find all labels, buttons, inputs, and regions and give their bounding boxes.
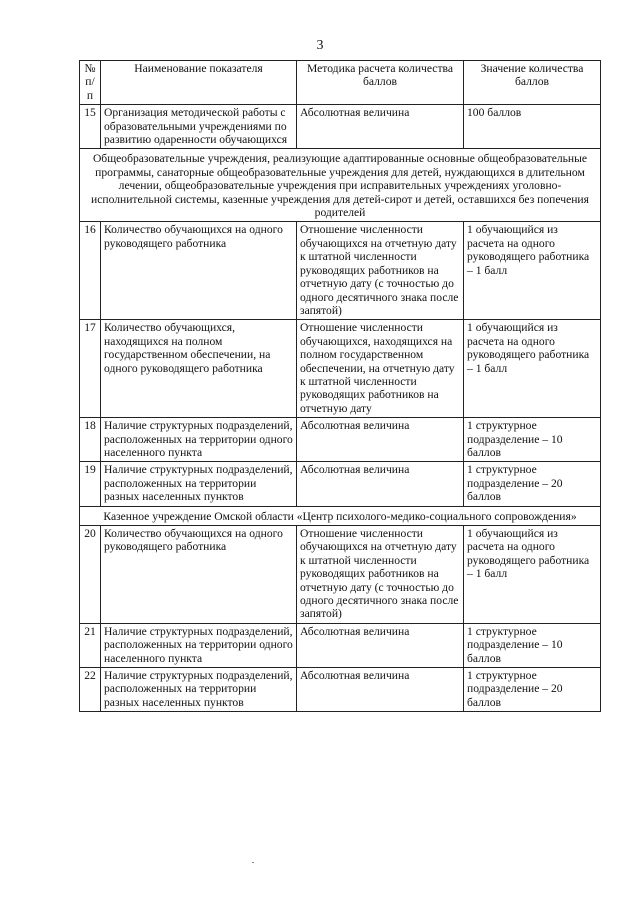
header-number: № п/п — [80, 61, 101, 105]
indicator-name: Наличие структурных подразделений, расположенных на территории одного населенного пункта — [101, 418, 297, 462]
row-number: 20 — [80, 526, 101, 624]
section-row — [80, 149, 601, 222]
table-row — [80, 105, 601, 149]
page-number: 3 — [316, 38, 324, 53]
header-calculation-method: Методика расчета количества баллов — [297, 61, 464, 105]
points-value: 100 баллов — [464, 105, 601, 149]
indicators-table — [79, 60, 601, 712]
row-number: 19 — [80, 462, 101, 506]
indicator-name: Наличие структурных подразделений, расположенных на территории разных населенных пунктов — [101, 668, 297, 712]
indicator-name: Количество обучающихся на одного руководящего работника — [101, 222, 297, 320]
section-row — [80, 506, 601, 525]
table-row — [80, 320, 601, 418]
indicator-name: Наличие структурных подразделений, расположенных на территории одного населенного пункта — [101, 623, 297, 667]
header-points-value: Значение количества баллов — [464, 61, 601, 105]
calculation-method: Абсолютная величина — [297, 462, 464, 506]
row-number: 15 — [80, 105, 101, 149]
table-row — [80, 526, 601, 624]
table-row — [80, 623, 601, 667]
row-number: 16 — [80, 222, 101, 320]
calculation-method: Абсолютная величина — [297, 418, 464, 462]
table-row — [80, 222, 601, 320]
indicator-name: Количество обучающихся, находящихся на полном государственном обеспечении, на одного руководящего работника — [101, 320, 297, 418]
table-body — [80, 105, 601, 712]
table-row — [80, 462, 601, 506]
points-value: 1 структурное подразделение – 20 баллов — [464, 462, 601, 506]
scan-dot — [252, 862, 254, 863]
calculation-method: Абсолютная величина — [297, 668, 464, 712]
points-value: 1 структурное подразделение – 20 баллов — [464, 668, 601, 712]
points-value: 1 обучающийся из расчета на одного руководящего работника – 1 балл — [464, 526, 601, 624]
calculation-method: Абсолютная величина — [297, 105, 464, 149]
points-value: 1 структурное подразделение – 10 баллов — [464, 623, 601, 667]
points-value: 1 обучающийся из расчета на одного руководящего работника – 1 балл — [464, 320, 601, 418]
points-value: 1 обучающийся из расчета на одного руководящего работника – 1 балл — [464, 222, 601, 320]
table-row — [80, 418, 601, 462]
calculation-method: Отношение численности обучающихся на отчетную дату к штатной численности руководящих работников на отчетную дату (с точностью до одного десятичного знака после запятой) — [297, 526, 464, 624]
calculation-method: Абсолютная величина — [297, 623, 464, 667]
calculation-method: Отношение численности обучающихся на отчетную дату к штатной численности руководящих работников на отчетную дату (с точностью до одного десятичного знака после запятой) — [297, 222, 464, 320]
indicator-name: Наличие структурных подразделений, расположенных на территории разных населенных пунктов — [101, 462, 297, 506]
row-number: 22 — [80, 668, 101, 712]
header-row — [80, 61, 601, 105]
row-number: 21 — [80, 623, 101, 667]
points-value: 1 структурное подразделение – 10 баллов — [464, 418, 601, 462]
row-number: 17 — [80, 320, 101, 418]
header-indicator-name: Наименование показателя — [101, 61, 297, 105]
section-heading: Общеобразовательные учреждения, реализующие адаптированные основные общеобразовательные программы, санаторные общеобразовательные учреждения для детей, нуждающихся в длительном лечении, общеобразовательные учреждения при исправительных учреждениях уголовно-исполнительной системы, казенные учреждения для детей-сирот и детей, оставшихся без попечения родителей — [80, 149, 601, 222]
table-row — [80, 668, 601, 712]
row-number: 18 — [80, 418, 101, 462]
table-header — [80, 61, 601, 105]
indicator-name: Количество обучающихся на одного руководящего работника — [101, 526, 297, 624]
indicator-name: Организация методической работы с образовательными учреждениями по развитию одаренности обучающихся — [101, 105, 297, 149]
section-heading: Казенное учреждение Омской области «Центр психолого-медико-социального сопровождения» — [80, 506, 601, 525]
calculation-method: Отношение численности обучающихся, находящихся на полном государственном обеспечении, на отчетную дату к штатной численности руководящих работников на отчетную дату — [297, 320, 464, 418]
